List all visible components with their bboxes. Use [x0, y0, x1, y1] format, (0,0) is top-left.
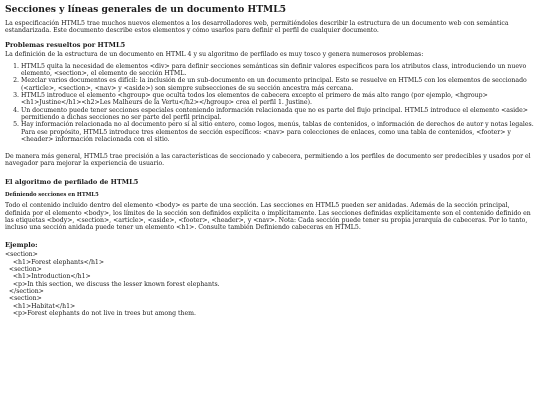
algorithm-body: Todo el contenido incluido dentro del elemento <body> es parte de una sección. Las secciones en HTML5 pueden ser anidadas. Además de la sección principal, definida por el elemento <body>, los límites de la sección son definidos explícita o implícitamente. Las secciones definidas explícitamente son el contenido definido en las etiquetas <body>, <section>, <article>, <aside>, <footer>, <header>, y <nav>. Nota: Cada sección puede tener su propia jerarquía de cabeceras. Por lo tanto, incluso una sección anidada puede tener un elemento <h1>. Consulte también Definiendo cabeceras en HTML5. [5, 202, 531, 232]
example-label: Ejemplo: [5, 241, 38, 250]
page-title: Secciones y líneas generales de un documento HTML5 [5, 4, 287, 15]
intro-paragraph: La especificación HTML5 trae muchos nuevos elementos a los desarrolladores web, permitiéndoles describir la estructura de un documento web con semántica estandarizada. Este documento describe estos elementos y cómo usarlos para definir el perfil de cualquier documento. [5, 20, 509, 35]
problem-item-4: 4. Un documento puede tener secciones especiales conteniendo información relacionada que no es parte del flujo principal. HTML5 introduce el elemento <aside> permitiendo a dichas secciones no ser parte del perfil principal. [21, 107, 535, 122]
problem-item-2: 2. Mezclar varios documentos es difícil: la inclusión de un sub-documento en un documento principal. Esto se resuelve en HTML5 con los elementos de seccionado (<article>, <section>, <nav> y <aside>) son siempre subsecciones de su sección ancestra más cercana. [21, 77, 535, 92]
problem-item-3: 3. HTML5 introduce el elemento <hgroup> que oculta todos los elementos de cabecera excepto el primero de más alto rango (por ejemplo, <hgroup> <h1>Justine</h1><h2>Les Malheurs de la Vertu</h2></hgroup> crea el perfil 1. Justine). [21, 92, 535, 107]
problems-lead: La definición de la estructura de un documento en HTML 4 y su algoritmo de perfilado es muy tosco y genera numerosos problemas: [5, 50, 424, 58]
algorithm-heading: El algoritmo de perfilado de HTML5 [5, 177, 139, 186]
problems-heading: Problemas resueltos por HTML5 [5, 40, 126, 49]
problems-closing: De manera más general, HTML5 trae precisión a las características de seccionado y cabecera, permitiendo a los perfiles de documento ser predecibles y usados por el navegador para mejorar la experiencia de usuario. [5, 153, 531, 168]
problem-item-5: 5. Hay información relacionada no al documento pero sí al sitio entero, como logos, menús, tablas de contenidos, o información de derechos de autor y notas legales. Para ese propósito, HTML5 introduce tres elementos de sección específicos: <nav> para colecciones de enlaces, como una tabla de contenidos, <footer> y <header> información relacionada con el sitio. [21, 121, 535, 143]
problem-item-1: 1. HTML5 quita la necesidad de elementos <div> para definir secciones semánticas sin definir valores específicos para los atributos class, introduciendo un nuevo elemento, <section>, el elemento de sección HTML. [21, 63, 535, 78]
problems-list [5, 63, 535, 143]
code-example: <section> <h1>Forest elephants</h1> <section> <h1>Introduction</h1> <p>In this section, we discuss the lesser known forest elephants. </section> <section> <h1>Habitat</h1> <p>Forest elephants do not live in trees but among them. [5, 251, 220, 317]
sections-subheading: Definiendo secciones en HTML5 [5, 191, 99, 198]
